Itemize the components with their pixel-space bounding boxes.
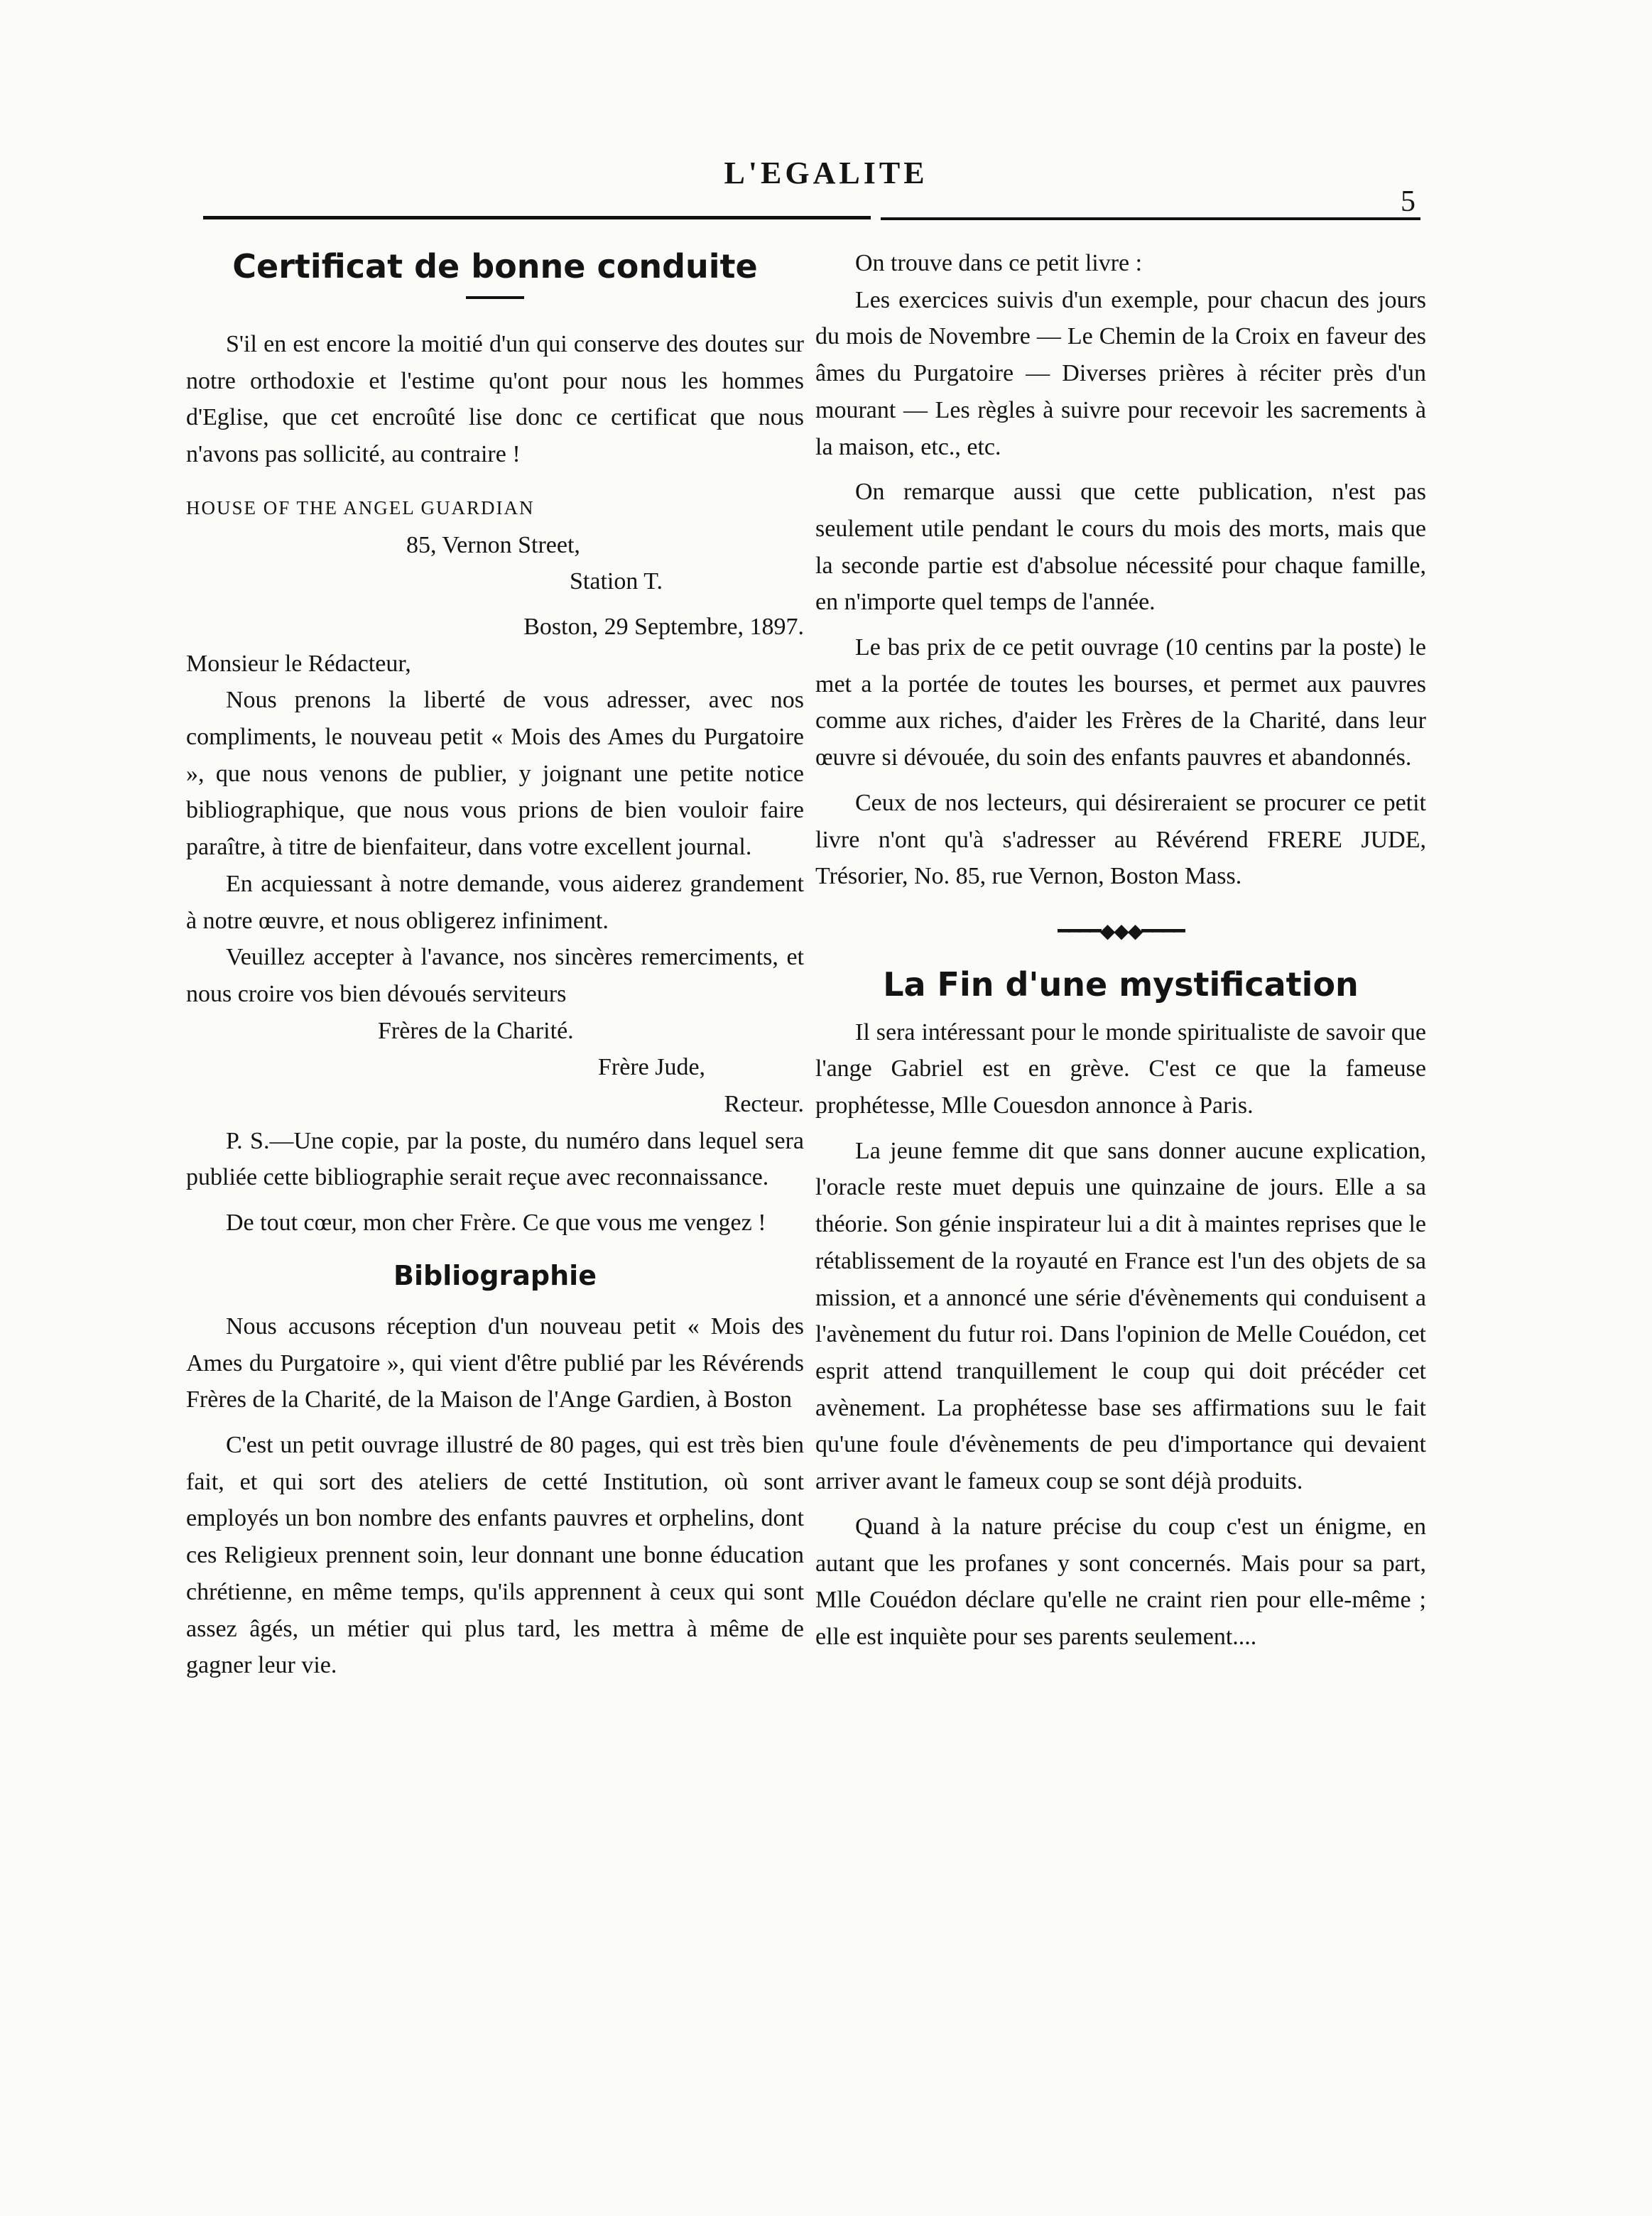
address-line-2: Station T. <box>570 568 663 595</box>
title-divider <box>466 296 524 299</box>
price-paragraph: Le bas prix de ce petit ouvrage (10 centins par la poste) le met a la portée de toutes les bourses, et permet aux pauvres comme aux riches, d'aider les Frères de la Charité, dans leur œuvre si dévouée, du soin des enfants pauvres et abandonnés. <box>815 634 1426 771</box>
right-column <box>815 245 1426 1656</box>
mystification-paragraph-3: Quand à la nature précise du coup c'est un énigme, en autant que les profanes y sont concernés. Mais pour sa part, Mlle Couédon déclare qu'elle ne craint rien pour elle-même ; elle est inquiète pour ses parents seulement.... <box>815 1513 1426 1650</box>
article-title-certificat: Certificat de bonne conduite <box>232 247 758 286</box>
biblio-paragraph-1: Nous accusons réception d'un nouveau petit « Mois des Ames du Purgatoire », qui vient d'être publié par les Révérends Frères de la Charité, de la Maison de l'Ange Gardien, à Boston <box>186 1313 804 1413</box>
letter-paragraph-1: Nous prenons la liberté de vous adresser, avec nos compliments, le nouveau petit « Mois des Ames du Purgatoire », que nous venons de publier, y joignant une petite notice bibliographique, que nous vous prions de bien vouloir faire paraître, à titre de bienfaiteur, dans votre excellent journal. <box>186 687 804 861</box>
page-number: 5 <box>1401 185 1415 218</box>
masthead-title: L'EGALITE <box>724 156 928 190</box>
letter-paragraph-2: En acquiessant à notre demande, vous aiderez grandement à notre œuvre, et nous obligerez infiniment. <box>186 870 804 934</box>
letter-paragraph-3: Veuillez accepter à l'avance, nos sincères remerciments, et nous croire vos bien dévoués serviteurs <box>186 944 804 1007</box>
header-rule-left <box>203 216 871 219</box>
intro-paragraph: S'il en est encore la moitié d'un qui conserve des doutes sur notre orthodoxie et l'estime qu'ont pour nous les hommes d'Eglise, que cet encroûté lise donc ce certificat que nous n'avons pas sollicité, au contraire ! <box>186 331 804 468</box>
article-title-mystification: La Fin d'une mystification <box>883 965 1359 1004</box>
signature-line-3: Recteur. <box>724 1091 804 1118</box>
header-rule-right <box>881 217 1420 220</box>
address-line-1: 85, Vernon Street, <box>406 531 580 558</box>
editor-reply: De tout cœur, mon cher Frère. Ce que vous me vengez ! <box>226 1210 766 1237</box>
contents-intro: On trouve dans ce petit livre : <box>855 250 1143 276</box>
biblio-paragraph-2: C'est un petit ouvrage illustré de 80 pages, qui est très bien fait, et qui sort des ateliers de cetté Institution, où sont employés un bon nombre des enfants pauvres et orphelins, dont ces Religieux prennent soin, leur donnant une bonne éducation chrétienne, en même temps, qu'ils apprennent à ceux qui sont assez âgés, un métier qui plus tard, les mettra à même de gagner leur vie. <box>186 1431 804 1679</box>
ornament-divider-icon: ━━━━◆◆◆━━━━ <box>1058 920 1184 943</box>
mystification-paragraph-2: La jeune femme dit que sans donner aucune explication, l'oracle reste muet depuis une quinzaine de jours. Elle a sa théorie. Son génie inspirateur lui a dit à maintes reprises que le rétablissement de la royauté en France est l'un des objets de sa mission, et a annoncé une série d'évènements qui conduisent a l'avènement du futur roi. Dans l'opinion de Melle Couédon, cet esprit attend tranquillement le coup qui doit précéder cet avènement. La prophétesse base ses affirmations suu le fait qu'une foule d'évènements de peu d'importance qui devaient arriver avant le fameux coup se sont déjà produits. <box>815 1137 1426 1495</box>
remark-paragraph: On remarque aussi que cette publication, n'est pas seulement utile pendant le cours du mois des morts, mais que la seconde partie est d'absolue nécessité pour chaque famille, en n'importe quel temps de l'année. <box>815 479 1426 616</box>
left-column <box>186 245 804 1684</box>
section-title-bibliographie: Bibliographie <box>393 1259 597 1291</box>
order-paragraph: Ceux de nos lecteurs, qui désireraient se procurer ce petit livre n'ont qu'à s'adresser au Révérend FRERE JUDE, Trésorier, No. 85, rue Vernon, Boston Mass. <box>815 789 1426 890</box>
contents-list: Les exercices suivis d'un exemple, pour chacun des jours du mois de Novembre — Le Chemin de la Croix en faveur des âmes du Purgatoire — Diverses prières à réciter près d'un mourant — Les règles à suivre pour recevoir les sacrements à la maison, etc., etc. <box>815 286 1426 460</box>
salutation: Monsieur le Rédacteur, <box>186 650 411 677</box>
letterhead: HOUSE OF THE ANGEL GUARDIAN <box>186 496 535 518</box>
dateline: Boston, 29 Septembre, 1897. <box>523 613 804 640</box>
signature-line-1: Frères de la Charité. <box>378 1017 574 1044</box>
mystification-paragraph-1: Il sera intéressant pour le monde spiritualiste de savoir que l'ange Gabriel est en grève. C'est ce que la fameuse prophétesse, Mlle Couesdon annonce à Paris. <box>815 1019 1426 1119</box>
postscript: P. S.—Une copie, par la poste, du numéro dans lequel sera publiée cette bibliographie serait reçue avec reconnaissance. <box>186 1127 804 1191</box>
signature-line-2: Frère Jude, <box>598 1054 706 1081</box>
